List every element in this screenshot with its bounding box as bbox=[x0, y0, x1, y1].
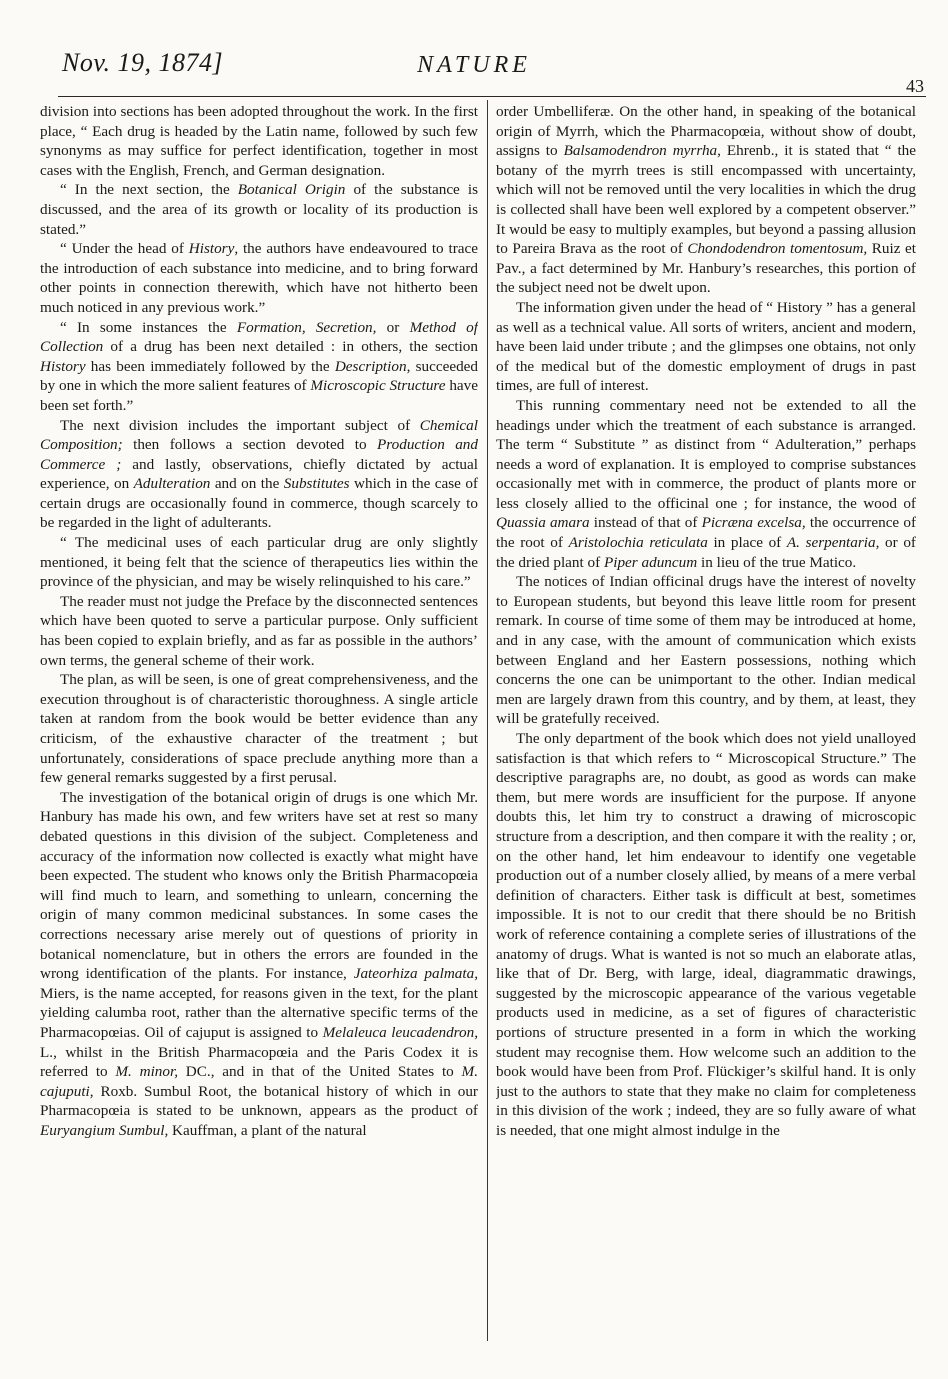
header-rule bbox=[58, 96, 926, 97]
italic-term: Formation, Secretion, bbox=[236, 318, 377, 336]
paragraph: division into sections has been adopted throughout the work. In the first place, “ Each drug is headed by the Latin name, followed by such few synonyms as may suffice for perfect identification, together in most cases with the English, French, and German designation. bbox=[40, 103, 478, 179]
italic-term: Chondodendron tomentosum, bbox=[687, 240, 868, 258]
italic-term: Adulteration bbox=[133, 475, 211, 493]
italic-term: History bbox=[40, 357, 86, 375]
paragraph: The reader must not judge the Preface by the disconnected sentences which have been quoted to serve a particular purpose. Only sufficient has been copied to explain briefly, and as far as possible in the authors’ own terms, the general scheme of their work. bbox=[40, 592, 478, 669]
italic-term: Picræna excelsa, bbox=[701, 514, 806, 532]
italic-term: Euryangium Sumbul, bbox=[40, 1121, 169, 1139]
right-column bbox=[496, 102, 916, 1365]
italic-term: Piper aduncum bbox=[603, 553, 698, 571]
left-column bbox=[40, 102, 478, 1365]
page-number: 43 bbox=[906, 76, 924, 96]
italic-term: Method of Collection bbox=[40, 318, 478, 356]
paragraph: This running commentary need not be extended to all the headings under which the treatment of each substance is arranged. The term “ Substitute ” as distinct from “ Adulteration,” perhaps needs a word of explanation. It is employed to comprise substances occasionally met with in commerce, the product of plants more or less closely allied to the officinal one ; for instance, the wood of Quassia amara instead of that of Picræna excelsa, the occurrence of the root of Aristolochia reticulata in place of A. serpentaria, or of the dried plant of Piper aduncum in lieu of the true Matico. bbox=[496, 396, 916, 571]
italic-term: Microscopic Structure bbox=[310, 377, 446, 395]
paragraph: “ In the next section, the Botanical Origin of the substance is discussed, and the area of its growth or locality of its production is stated.” bbox=[40, 181, 478, 238]
column-divider bbox=[487, 100, 488, 1341]
italic-term: Chemical Composition; bbox=[40, 416, 478, 454]
italic-term: M. minor, bbox=[115, 1063, 179, 1081]
italic-term: History bbox=[188, 240, 235, 258]
paragraph: “ The medicinal uses of each particular drug are only slightly mentioned, it being felt that the science of therapeutics lies within the province of the physician, and may be wisely relinquished to his care.” bbox=[40, 534, 478, 591]
issue-date: Nov. 19, 1874] bbox=[62, 48, 224, 77]
paragraph: The plan, as will be seen, is one of great comprehensiveness, and the execution throughout is of characteristic thoroughness. A single article taken at random from the book would be better evidence than any criticism, of the exhaustive character of the treatment ; but unfortunately, considerations of space preclude anything more than a few general remarks suggested by a first perusal. bbox=[40, 671, 478, 787]
italic-term: Melaleuca leucadendron, bbox=[322, 1023, 478, 1041]
journal-title: NATURE bbox=[417, 52, 531, 78]
paragraph: The investigation of the botanical origin of drugs is one which Mr. Hanbury has made his own, and few writers have set at rest so many debated questions in this division of the subject. Completeness and accuracy of the information now collected is exactly what might have been expected. The student who knows only the British Pharmacopœia will find much to learn, and something to unlearn, concerning the origin of many common medicinal substances. In some cases the corrections necessary arise merely out of questions of priority in botanical nomenclature, but in others the errors are founded in the wrong identification of the plants. For instance, Jateorhiza palmata, Miers, is the name accepted, for reasons given in the text, for the plant yielding calumba root, rather than the alternative specific terms of the Pharmacopœias. Oil of cajuput is assigned to Melaleuca leucadendron, L., whilst in the British Pharmacopœia and the Paris Codex it is referred to M. minor, DC., and in that of the United States to M. cajuputi, Roxb. Sumbul Root, the botanical history of which in our Pharmacopœia is stated to be unknown, appears as the product of Euryangium Sumbul, Kauffman, a plant of the natural bbox=[40, 788, 478, 1139]
italic-term: Botanical Origin bbox=[237, 181, 346, 199]
italic-term: Aristolochia reticulata bbox=[568, 534, 708, 552]
page-header bbox=[0, 0, 948, 100]
paragraph: order Umbelliferæ. On the other hand, in speaking of the botanical origin of Myrrh, which the Pharmacopœia, without show of doubt, assigns to Balsamodendron myrrha, Ehrenb., it is stated that “ the botany of the myrrh trees is still encompassed with uncertainty, which will not be removed until the very localities in which the drug is collected shall have been well explored by a competent observer.” It would be easy to multiply examples, but beyond a passing allusion to Pareira Brava as the root of Chondodendron tomentosum, Ruiz et Pav., a fact determined by Mr. Hanbury’s researches, this portion of the subject need not be dwelt upon. bbox=[496, 103, 916, 297]
paragraph: The notices of Indian officinal drugs have the interest of novelty to European students, but beyond this leave little room for present remark. In course of time some of them may be introduced at home, and in any case, with the amount of communication which exists between England and her Eastern possessions, nothing which concerns the one can be unimportant to the other. Indian medical men are largely drawn from this country, and by them, at least, they will be gratefully received. bbox=[496, 573, 916, 728]
italic-term: Description bbox=[334, 357, 407, 375]
paragraph: The only department of the book which does not yield unalloyed satisfaction is that which refers to “ Microscopical Structure.” The descriptive paragraphs are, no doubt, as good as words can make them, but mere words are insufficient for the purpose. If anyone doubts this, let him try to construct a drawing of microscopic structure from a description, and then compare it with the reality ; or, on the other hand, let him endeavour to identify one vegetable production out of a number closely allied, by means of a mere verbal definition of characters. Either task is difficult at best, sometimes impossible. It is not to our credit that there should be no British work of reference containing a complete series of illustrations of the anatomy of drugs. What is wanted is not so much an elaborate atlas, like that of Dr. Berg, with large, ideal, diagrammatic drawings, suggested by the microscopic appearance of the various vegetable products used in medicine, as a set of figures of characteristic portions of structure presented in a form in which the working student may recognise them. How welcome such an addition to the book would have been from Prof. Flückiger’s skilful hand. It is only just to the authors to state that they make no claim for completeness in this division of the work ; indeed, they are so fully aware of what is needed, that one might almost indulge in the bbox=[496, 730, 916, 1139]
italic-term: Jateorhiza palmata, bbox=[353, 965, 478, 983]
paragraph: The next division includes the important subject of Chemical Composition; then follows a section devoted to Production and Commerce ; and lastly, observations, chiefly dictated by actual experience, on Adulteration and on the Substitutes which in the case of certain drugs are occasionally found in commerce, though scarcely to be regarded in the light of adulterants. bbox=[40, 416, 478, 532]
italic-term: Balsamodendron myrrha, bbox=[563, 142, 721, 160]
italic-term: Quassia amara bbox=[496, 514, 590, 532]
paragraph: The information given under the head of “ History ” has a general as well as a technical value. All sorts of writers, ancient and modern, have been laid under tribute ; and the glimpses one obtains, not only of the medical but of the domestic employment of drugs in past times, are full of interest. bbox=[496, 298, 916, 395]
italic-term: Substitutes bbox=[283, 475, 350, 493]
italic-term: Production and Commerce ; bbox=[40, 436, 478, 473]
italic-term: M. cajuputi, bbox=[40, 1063, 478, 1100]
italic-term: A. serpentaria, bbox=[786, 534, 880, 552]
paragraph: “ In some instances the Formation, Secretion, or Method of Collection of a drug has been next detailed : in others, the section History has been immediately followed by the Description, succeeded by one in which the more salient features of Microscopic Structure have been set forth.” bbox=[40, 318, 478, 414]
paragraph: “ Under the head of History, the authors have endeavoured to trace the introduction of each substance into medicine, and to bring forward other points in connection therewith, which have not hitherto been much noticed in any previous work.” bbox=[40, 240, 478, 316]
